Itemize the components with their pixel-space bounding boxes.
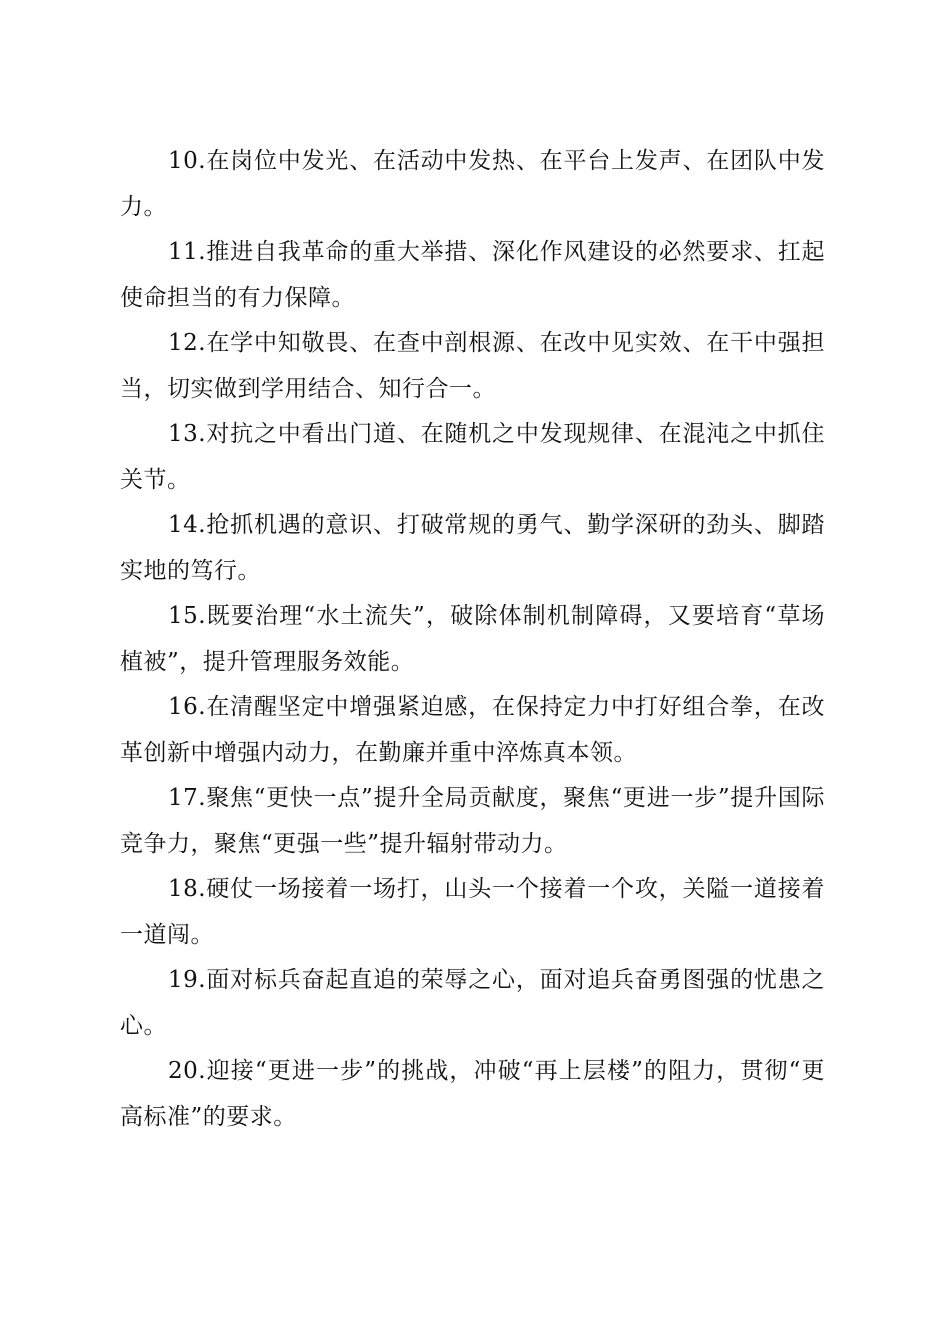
paragraph-12: 12.在学中知敬畏、在查中剖根源、在改中见实效、在干中强担当，切实做到学用结合、知行合一。 — [120, 330, 825, 402]
paragraph-10: 10.在岗位中发光、在活动中发热、在平台上发声、在团队中发力。 — [120, 148, 825, 220]
paragraph-16: 16.在清醒坚定中增强紧迫感，在保持定力中打好组合拳，在改革创新中增强内动力，在勤廉并重中淬炼真本领。 — [120, 694, 825, 766]
paragraph-17: 17.聚焦“更快一点”提升全局贡献度，聚焦“更进一步”提升国际竞争力，聚焦“更强一些”提升辐射带动力。 — [120, 785, 825, 857]
paragraph-15: 15.既要治理“水土流失”，破除体制机制障碍，又要培育“草场植被”，提升管理服务效能。 — [120, 603, 825, 675]
paragraph-19: 19.面对标兵奋起直追的荣辱之心，面对追兵奋勇图强的忧患之心。 — [120, 967, 825, 1039]
paragraph-18: 18.硬仗一场接着一场打，山头一个接着一个攻，关隘一道接着一道闯。 — [120, 876, 825, 948]
paragraph-20: 20.迎接“更进一步”的挑战，冲破“再上层楼”的阻力，贯彻“更高标准”的要求。 — [120, 1058, 825, 1130]
paragraph-14: 14.抢抓机遇的意识、打破常规的勇气、勤学深研的劲头、脚踏实地的笃行。 — [120, 512, 825, 584]
document-body — [120, 139, 825, 1140]
paragraph-11: 11.推进自我革命的重大举措、深化作风建设的必然要求、扛起使命担当的有力保障。 — [120, 239, 825, 311]
paragraph-13: 13.对抗之中看出门道、在随机之中发现规律、在混沌之中抓住关节。 — [120, 421, 825, 493]
